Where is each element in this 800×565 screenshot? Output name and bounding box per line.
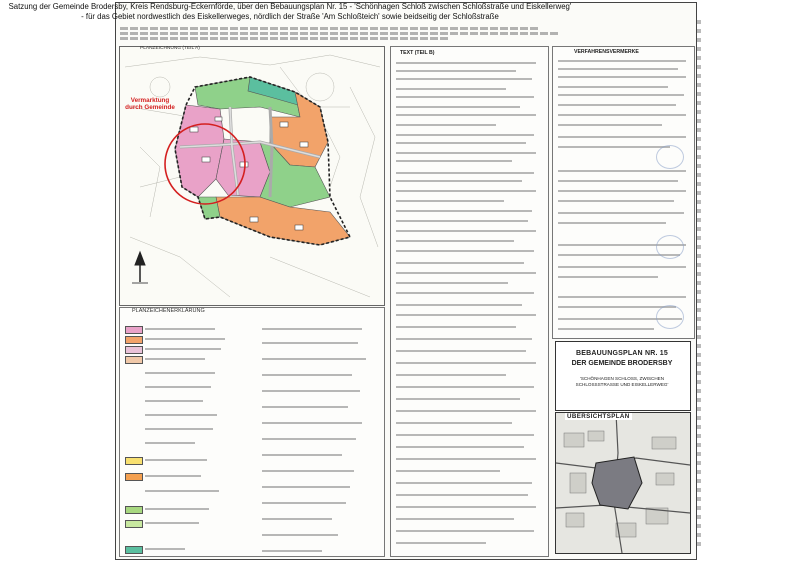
preamble-line	[120, 37, 450, 40]
legend-panel	[119, 307, 385, 557]
plan-number: BEBAUUNGSPLAN NR. 15	[576, 350, 668, 357]
map-annotation: Vermarktung durch Gemeinde	[125, 97, 175, 111]
legend-swatch-green	[125, 506, 143, 514]
plan-name	[555, 376, 689, 388]
seal-stamp	[656, 235, 684, 259]
seal-stamp	[656, 145, 684, 169]
plan-zones	[175, 77, 350, 245]
legend-swatch-traffic	[125, 457, 143, 465]
seal-stamp	[656, 305, 684, 329]
sheet-title: Satzung der Gemeinde Brodersby, Kreis Rendsburg-Eckernförde, über den Bebauungsplan Nr. 15 - 'Schönhagen Schloß zwischen Schloßstraße und Eiskellerweg'	[8, 2, 572, 11]
overview-map	[555, 412, 691, 554]
legend-swatch-water	[125, 546, 143, 554]
legend-swatch-special	[125, 346, 143, 354]
preamble-line	[120, 27, 540, 30]
legend-swatch-utility	[125, 473, 143, 481]
legend-swatch-garden	[125, 520, 143, 528]
north-arrow-icon	[132, 252, 148, 283]
overview-map-svg	[556, 413, 690, 553]
overview-heading: ÜBERSICHTSPLAN	[567, 413, 630, 420]
legend-swatch-mixed	[125, 336, 143, 344]
plan-municipality: DER GEMEINDE BRODERSBY	[571, 360, 673, 367]
fold-marks	[697, 20, 701, 550]
sheet-subtitle: - für das Gebiet nordwestlich des Eiskellerweges, nördlich der Straße 'Am Schloßteich' sowie beidseitig der Schloßstraße	[81, 12, 499, 21]
text-part-b	[390, 46, 549, 557]
legend-swatch-commercial	[125, 356, 143, 364]
procedure-heading: VERFAHRENSVERMERKE	[574, 49, 639, 55]
text-part-heading: TEXT (TEIL B)	[400, 50, 435, 56]
map-heading: PLANZEICHNUNG (TEIL A)	[140, 46, 200, 51]
plan-drawing	[119, 46, 385, 306]
legend-swatch-residential	[125, 326, 143, 334]
plan-name-line1: 'SCHÖNHAGEN SCHLOSS, ZWISCHEN	[579, 376, 665, 381]
plan-name-line2: SCHLOSSSTRASSE UND EISKELLERWEG'	[575, 382, 669, 387]
legend-heading: PLANZEICHENERKLÄRUNG	[132, 308, 205, 314]
preamble-line	[120, 32, 560, 35]
plan-map-svg	[120, 47, 384, 305]
